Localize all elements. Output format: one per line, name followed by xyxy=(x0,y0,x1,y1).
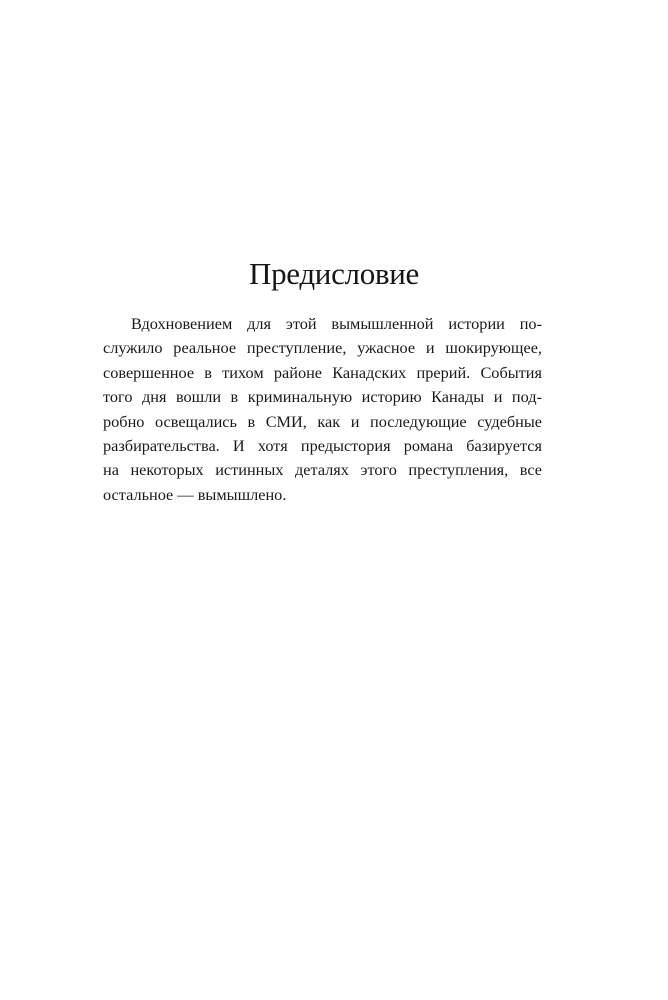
preface-paragraph xyxy=(103,312,542,507)
paragraph-line: на некоторых истинных деталях этого преступления, все xyxy=(103,460,542,480)
paragraph-line: робно освещались в СМИ, как и последующие судебные xyxy=(103,411,542,431)
paragraph-line: того дня вошли в криминальную историю Канады и под- xyxy=(103,387,542,407)
paragraph-line: Вдохновением для этой вымышленной истории по- xyxy=(131,314,542,333)
paragraph-line: разбирательства. И хотя предыстория романа базируется xyxy=(103,436,542,456)
paragraph-line: остальное — вымышлено. xyxy=(103,484,287,504)
paragraph-line: совершенное в тихом районе Канадских прерий. События xyxy=(103,362,542,382)
paragraph-line: служило реальное преступление, ужасное и шокирующее, xyxy=(103,338,542,358)
page-title: Предисловие xyxy=(248,256,419,291)
